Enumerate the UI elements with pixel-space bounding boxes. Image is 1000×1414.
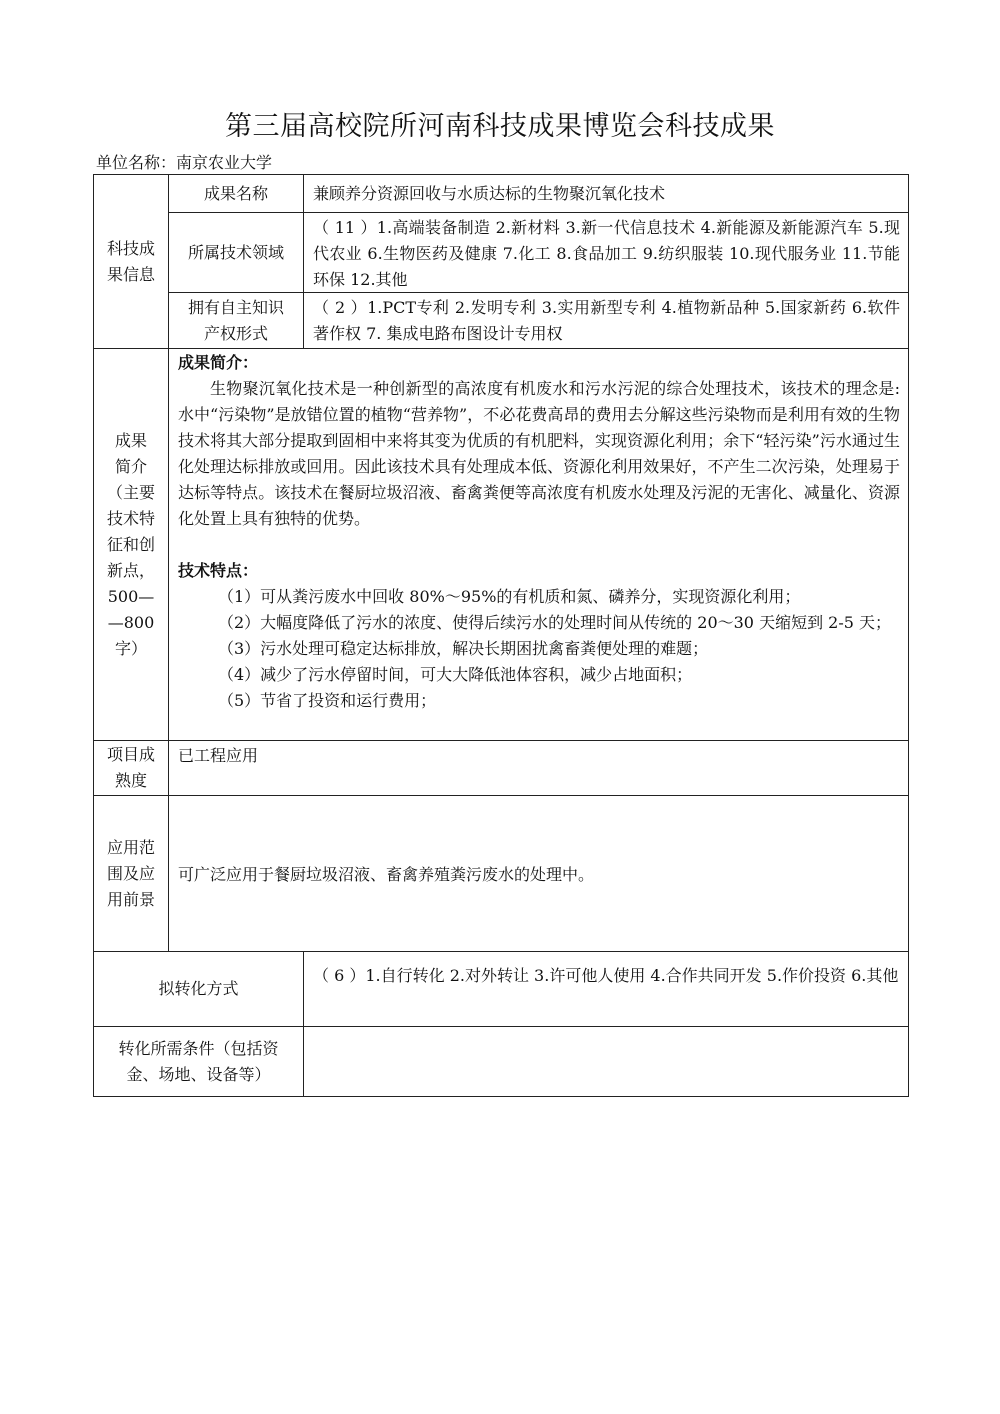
ip-form-label: 拥有自主知识产权形式 <box>187 297 284 343</box>
intro-heading: 成果简介： <box>178 353 259 372</box>
feature-item: （1）可从粪污废水中回收 80%～95%的有机质和氮、磷养分，实现资源化利用； <box>218 587 801 606</box>
feature-item: （5）节省了投资和运行费用； <box>218 691 437 710</box>
ip-form-value: （ 2 ）1.PCT专利 2.发明专利 3.实用新型专利 4.植物新品种 5.国家新药 6.软件著作权 7. 集成电路布图设计专用权 <box>313 298 900 343</box>
achievement-name-label: 成果名称 <box>203 183 268 203</box>
conditions-label: 转化所需条件（包括资金、场地、设备等） <box>118 1038 279 1084</box>
feature-item: （2）大幅度降低了污水的浓度、使得后续污水的处理时间从传统的 20～30 天缩短到 2-5 天； <box>218 613 892 632</box>
application-value: 可广泛应用于餐厨垃圾沼液、畜禽养殖粪污废水的处理中。 <box>178 864 595 884</box>
transfer-method-value: （ 6 ）1.自行转化 2.对外转让 3.许可他人使用 4.合作共同开发 5.作价投资 6.其他 <box>313 966 899 985</box>
intro-content <box>169 349 908 740</box>
maturity-label: 项目成 熟度 <box>106 745 155 790</box>
feature-item: （3）污水处理可稳定达标排放，解决长期困扰禽畜粪便处理的难题； <box>218 639 709 658</box>
intro-paragraph: 生物聚沉氧化技术是一种创新型的高浓度有机废水和污水污泥的综合处理技术，该技术的理念是:水中“污染物”是放错位置的植物“营养物”，不必花费高昂的费用去分解这些污染物而是利用有效的生物技术将其大部分提取到固相中来将其变为优质的有机肥料，实现资源化利用；余下“轻污染”污水通过生化处理达标排放或回用。因此该技术具有处理成本低、资源化利用效果好，不产生二次污染，处理易于达标等特点。该技术在餐厨垃圾沼液、畜禽粪便等高浓度有机废水处理及污泥的无害化、减量化、资源化处置上具有独特的优势。 <box>178 379 900 528</box>
info-section-label: 科技成 果信息 <box>106 238 155 284</box>
conditions-value <box>304 1027 908 1096</box>
transfer-method-label: 拟转化方式 <box>158 979 239 998</box>
tech-field-label: 所属技术领域 <box>187 242 284 262</box>
features-heading: 技术特点： <box>178 561 259 580</box>
intro-spacer <box>178 532 900 558</box>
page-title: 第三届高校院所河南科技成果博览会科技成果 <box>225 111 775 142</box>
maturity-value: 已工程应用 <box>178 746 259 765</box>
achievement-name-value: 兼顾养分资源回收与水质达标的生物聚沉氧化技术 <box>313 184 666 203</box>
application-label: 应用范 围及应 用前景 <box>106 837 155 909</box>
tech-field-value: （ 11 ）1.高端装备制造 2.新材料 3.新一代信息技术 4.新能源及新能源汽车 5.现代农业 6.生物医药及健康 7.化工 8.食品加工 9.纺织服装 10.现代服务业 11.节能环保 12.其他 <box>313 218 900 289</box>
unit-name-label: 单位名称：南京农业大学 <box>96 153 273 172</box>
feature-item: （4）减少了污水停留时间，可大大降低池体容积，减少占地面积； <box>218 665 693 684</box>
intro-section-label: 成果 简介 （主要 技术特 征和创 新点， 500— —800 字） <box>106 430 155 658</box>
